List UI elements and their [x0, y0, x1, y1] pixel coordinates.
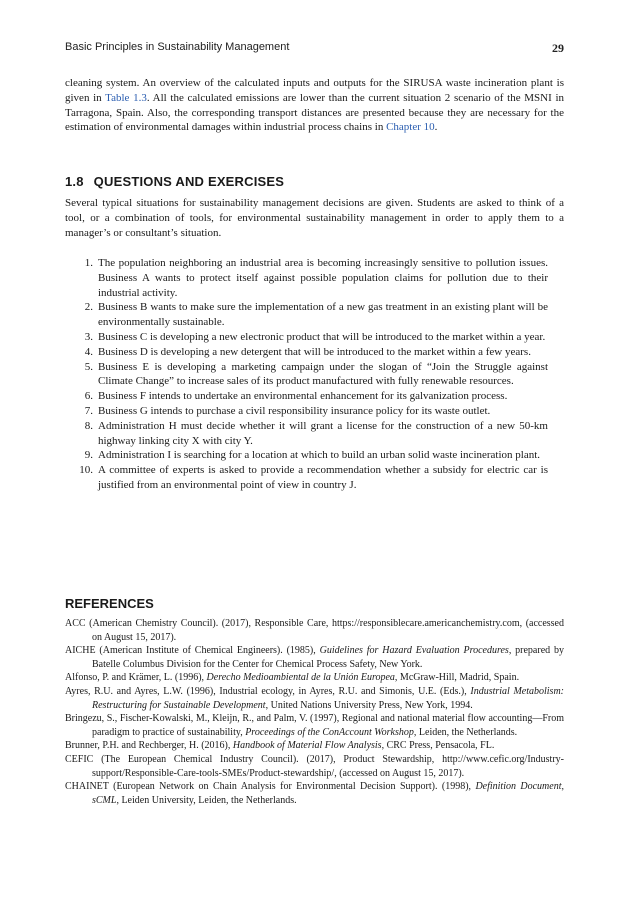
question-item [65, 300, 564, 330]
reference-tail: , United Nations University Press, New York, 1994. [265, 699, 473, 711]
question-item [65, 330, 564, 345]
question-item [65, 404, 564, 419]
chapter-10-link[interactable]: Chapter 10 [386, 121, 435, 134]
table-1-3-link[interactable]: Table 1.3 [105, 91, 147, 104]
question-number: 9. [84, 449, 93, 462]
reference-text: Brunner, P.H. and Rechberger, H. (2016), [65, 740, 233, 752]
section-title: QUESTIONS AND EXERCISES [93, 174, 285, 189]
page-number: 29 [552, 41, 564, 55]
question-text: Administration H must decide whether it will grant a license for the construction of a new 50-km highway linking city X with city Y. [98, 419, 548, 447]
question-number: 5. [84, 360, 93, 373]
reference-text: CEFIC (The European Chemical Industry Council). (2017), Product Stewardship, http://www.cefic.org/Industry-support/Responsible-Care-tools-SMEs/Product-stewardship/, (accessed on August 15, 2017). [65, 753, 564, 779]
question-text: Business B wants to make sure the implementation of a new gas treatment in an existing plant will be environmentally sustainable. [98, 301, 548, 329]
reference-item [65, 685, 564, 712]
reference-title: Definition Document, sCML [92, 781, 564, 806]
reference-title: Guidelines for Hazard Evaluation Procedures [319, 645, 509, 657]
question-text: The population neighboring an industrial area is becoming increasingly sensitive to pollution issues. Business A wants to protect itself against possible population claims for pollution due to their industrial activity. [98, 257, 548, 299]
reference-item [65, 644, 564, 671]
reference-title: Proceedings of the ConAccount Workshop [245, 726, 414, 738]
intro-text-1: cleaning system. An overview of the calculated inputs and outputs for the SIRUSA waste incineration plant is given in [65, 77, 564, 104]
question-item [65, 463, 564, 493]
reference-title: Industrial Metabolism: Restructuring for Sustainable Development [92, 685, 565, 711]
references-list [65, 617, 564, 807]
reference-item [65, 780, 564, 807]
question-text: Administration I is searching for a location at which to build an urban solid waste incineration plant. [98, 449, 541, 462]
reference-title: Derecho Medioambiental de la Unión Europea [206, 672, 395, 684]
question-number: 3. [84, 330, 93, 343]
reference-tail: , CRC Press, Pensacola, FL. [381, 740, 495, 752]
reference-text: Bringezu, S., Fischer-Kowalski, M., Kleijn, R., and Palm, V. (1997), Regional and national material flow accounting—From paradigm to practice of sustainability, [65, 713, 564, 738]
question-item [65, 345, 564, 360]
question-item [65, 389, 564, 404]
reference-item [65, 739, 564, 753]
question-item [65, 360, 564, 390]
question-number: 6. [84, 390, 93, 403]
reference-tail: , McGraw-Hill, Madrid, Spain. [394, 672, 520, 684]
question-number: 8. [84, 419, 93, 432]
questions-list [65, 256, 564, 493]
question-text: Business D is developing a new detergent that will be introduced to the market within a few years. [98, 345, 531, 358]
question-number: 1. [84, 257, 93, 269]
reference-text: Ayres, R.U. and Ayres, L.W. (1996), Industrial ecology, in Ayres, R.U. and Simonis, U.E. (Eds.), [65, 685, 471, 697]
question-text: Business F intends to undertake an environmental enhancement for its galvanization process. [98, 390, 508, 403]
section-intro-paragraph: Several typical situations for sustainability management decisions are given. Students are asked to think of a tool, or a combination of tools, for environmental sustainability management in order to apply them to a manager’s or consultant’s situation. [65, 197, 564, 239]
intro-paragraph [65, 76, 564, 135]
question-text: A committee of experts is asked to provide a recommendation whether a subsidy for electric car is justified from an environmental point of view in country J. [98, 464, 548, 491]
reference-text: ACC (American Chemistry Council). (2017), Responsible Care, https://responsiblecare.americanchemistry.com, (accessed on August 15, 2017). [65, 618, 564, 643]
question-item [65, 256, 564, 300]
reference-item [65, 671, 564, 685]
reference-item [65, 617, 564, 644]
question-text: Business G intends to purchase a civil responsibility insurance policy for its waste outlet. [98, 404, 491, 417]
question-number: 4. [84, 345, 93, 358]
reference-item [65, 753, 564, 780]
intro-text-3: . [434, 121, 438, 134]
reference-text: AICHE (American Institute of Chemical Engineers). (1985), [65, 645, 320, 657]
question-number: 10. [79, 464, 93, 477]
reference-text: Alfonso, P. and Krämer, L. (1996), [65, 672, 207, 684]
section-number: 1.8 [65, 174, 84, 189]
reference-tail: , prepared by Batelle Columbus Division for the Center for Chemical Process Safety, New York. [92, 645, 564, 670]
question-item [65, 448, 564, 463]
question-text: Business C is developing a new electronic product that will be introduced to the market within a year. [98, 330, 546, 343]
question-number: 7. [84, 404, 93, 417]
reference-tail: , Leiden, the Netherlands. [413, 726, 518, 738]
intro-text-2: . All the calculated emissions are lower than the current situation 2 scenario of the MSNI in Tarragona, Spain. Also, the corresponding transport distances are presented because they are necessary for the estimation of environmental damages within industrial process chains in [65, 91, 564, 134]
reference-title: Handbook of Material Flow Analysis [232, 740, 382, 752]
reference-tail: , Leiden University, Leiden, the Netherlands. [116, 794, 297, 806]
references-heading: REFERENCES [65, 596, 154, 611]
running-title: Basic Principles in Sustainability Management [65, 41, 290, 53]
section-heading [65, 174, 284, 189]
question-item [65, 419, 564, 449]
reference-text: CHAINET (European Network on Chain Analysis for Environmental Decision Support). (1998), [65, 781, 476, 793]
question-number: 2. [84, 301, 93, 314]
reference-item [65, 712, 564, 739]
question-text: Business E is developing a marketing campaign under the slogan of “Join the Struggle against Climate Change” to increase sales of its product manufactured with fully renewable resources. [98, 360, 548, 388]
